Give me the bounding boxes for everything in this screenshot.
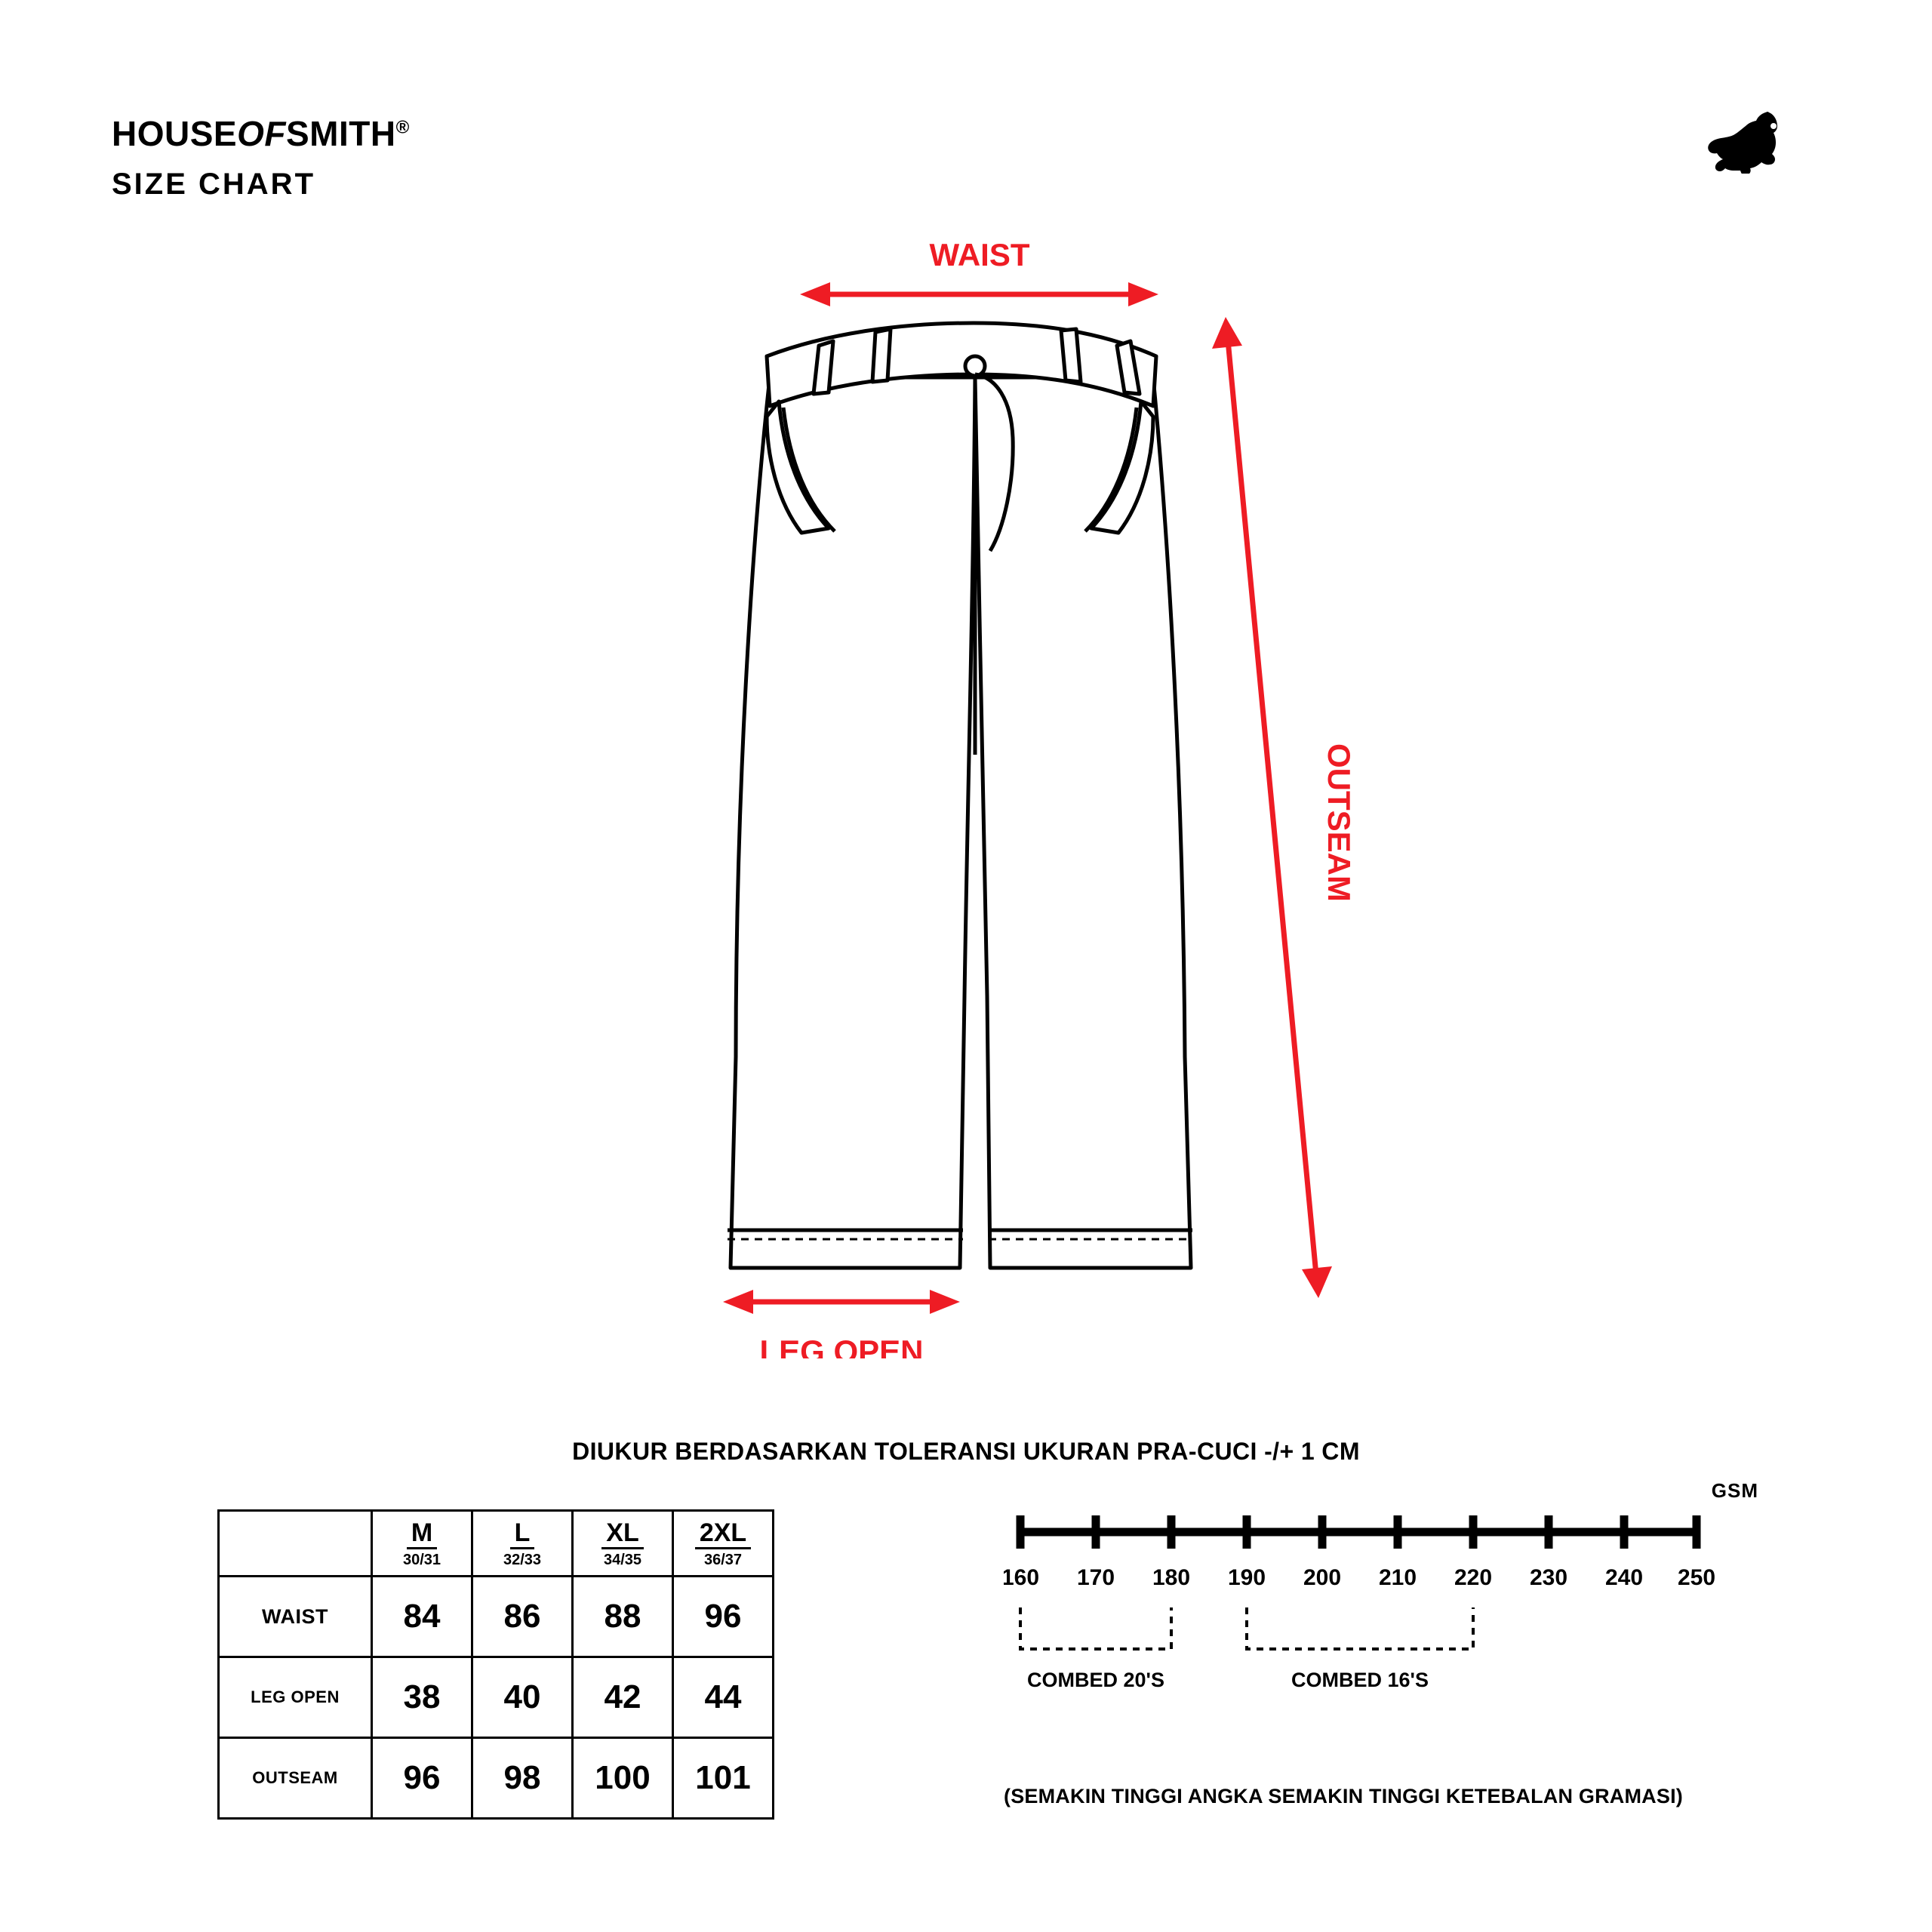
size-header-m xyxy=(372,1511,472,1577)
gsm-title: GSM xyxy=(1711,1479,1758,1502)
size-chart-table xyxy=(217,1509,774,1820)
row-label-waist: WAIST xyxy=(219,1577,372,1657)
cell-waist-l: 86 xyxy=(472,1577,573,1657)
leg-open-dimension xyxy=(723,1290,960,1314)
cell-waist-xl: 88 xyxy=(573,1577,673,1657)
size-code-m: M xyxy=(407,1520,437,1549)
size-header-2xl xyxy=(673,1511,774,1577)
cell-outseam-2xl: 101 xyxy=(673,1738,774,1819)
size-code-xl: XL xyxy=(601,1520,643,1549)
registered-mark: ® xyxy=(395,117,410,138)
cell-legopen-m: 38 xyxy=(372,1657,472,1738)
gsm-tick-210: 210 xyxy=(1378,1565,1417,1590)
table-row xyxy=(219,1657,774,1738)
cell-legopen-l: 40 xyxy=(472,1657,573,1738)
cell-waist-m: 84 xyxy=(372,1577,472,1657)
row-label-leg-open: LEG OPEN xyxy=(219,1657,372,1738)
gsm-tick-180: 180 xyxy=(1152,1565,1191,1590)
size-range-m: 30/31 xyxy=(402,1551,441,1568)
size-header-l xyxy=(472,1511,573,1577)
size-code-l: L xyxy=(510,1520,535,1549)
gsm-note: (SEMAKIN TINGGI ANGKA SEMAKIN TINGGI KETEBALAN GRAMASI) xyxy=(1004,1785,1683,1807)
row-label-outseam: OUTSEAM xyxy=(219,1738,372,1819)
gsm-bracket-label-2: COMBED 16'S xyxy=(1291,1669,1429,1691)
page-title: SIZE CHART xyxy=(112,168,315,201)
brand-part2: OF xyxy=(237,114,286,153)
gsm-bracket-label-1: COMBED 20'S xyxy=(1027,1669,1164,1691)
gsm-tick-230: 230 xyxy=(1529,1565,1568,1590)
outseam-label: OUTSEAM xyxy=(1321,743,1357,902)
outseam-dimension xyxy=(1212,317,1332,1298)
waist-dimension xyxy=(800,282,1158,306)
gsm-tick-200: 200 xyxy=(1303,1565,1342,1590)
size-code-2xl: 2XL xyxy=(695,1520,751,1549)
gsm-tick-190: 190 xyxy=(1227,1565,1266,1590)
cell-waist-2xl: 96 xyxy=(673,1577,774,1657)
brand-part1: HOUSE xyxy=(112,114,238,153)
size-range-2xl: 36/37 xyxy=(703,1551,743,1568)
gsm-tick-160: 160 xyxy=(1004,1565,1040,1590)
waist-label: WAIST xyxy=(929,237,1030,272)
gsm-bracket-combed-16s xyxy=(1247,1607,1473,1649)
pants-measurement-diagram xyxy=(0,226,1932,1358)
cell-outseam-l: 98 xyxy=(472,1738,573,1819)
cell-outseam-xl: 100 xyxy=(573,1738,673,1819)
size-range-xl: 34/35 xyxy=(603,1551,642,1568)
gsm-tick-170: 170 xyxy=(1076,1565,1115,1590)
size-range-l: 32/33 xyxy=(503,1551,542,1568)
brand-part3: SMITH xyxy=(285,114,396,153)
table-header-row xyxy=(219,1511,774,1577)
cell-legopen-2xl: 44 xyxy=(673,1657,774,1738)
measurement-tolerance-note: DIUKUR BERDASARKAN TOLERANSI UKURAN PRA-CUCI -/+ 1 CM xyxy=(572,1438,1360,1465)
table-row xyxy=(219,1738,774,1819)
table-row xyxy=(219,1577,774,1657)
cell-outseam-m: 96 xyxy=(372,1738,472,1819)
gorilla-logo-icon xyxy=(1698,106,1804,174)
table-corner-cell xyxy=(219,1511,372,1577)
pants-outline xyxy=(728,323,1192,1268)
gsm-tick-250: 250 xyxy=(1677,1565,1716,1590)
size-header-xl xyxy=(573,1511,673,1577)
gsm-tick-220: 220 xyxy=(1454,1565,1493,1590)
brand-wordmark xyxy=(112,113,410,154)
gsm-tick-240: 240 xyxy=(1604,1565,1644,1590)
gsm-bracket-combed-20s xyxy=(1020,1607,1171,1649)
cell-legopen-xl: 42 xyxy=(573,1657,673,1738)
leg-open-label: LEG OPEN xyxy=(759,1334,924,1358)
